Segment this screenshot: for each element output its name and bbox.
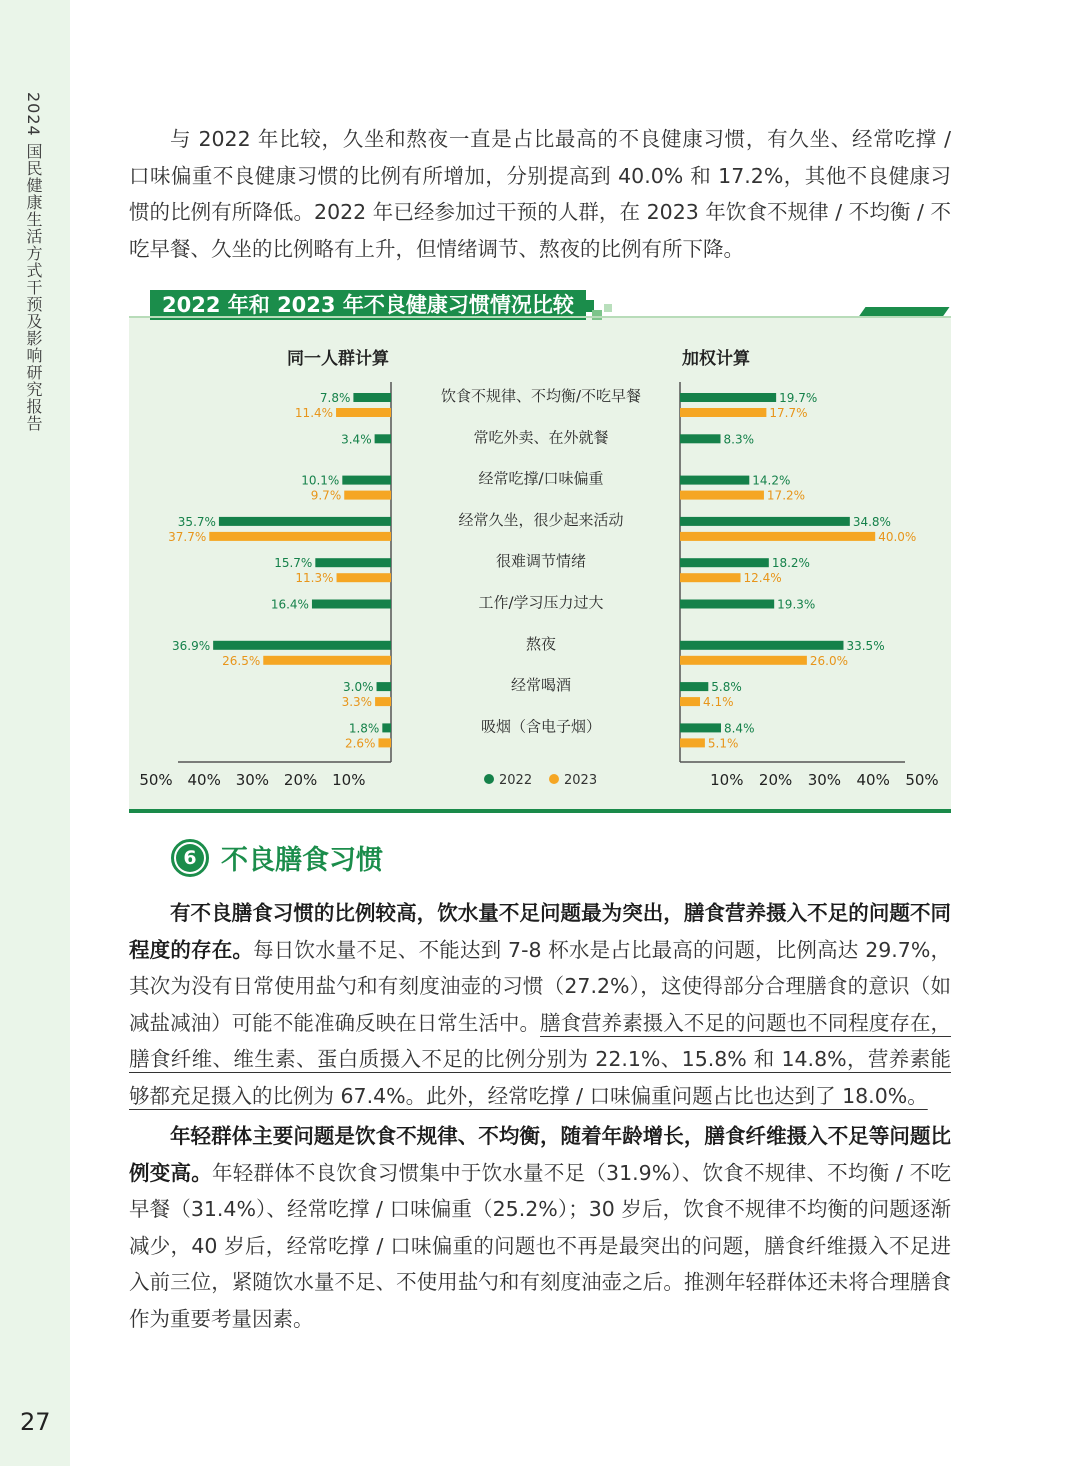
left-bar-label: 9.7% xyxy=(310,488,342,503)
category-label: 经常喝酒 xyxy=(510,676,572,695)
right-bar-label: 5.8% xyxy=(711,680,742,695)
category-label: 很难调节情绪 xyxy=(495,552,587,571)
left-tick-label: 40% xyxy=(187,771,221,789)
right-bar-label: 40.0% xyxy=(878,529,917,544)
section6-paragraph-1 xyxy=(129,895,951,1114)
left-bar-2023 xyxy=(209,532,391,541)
right-bar-2023 xyxy=(680,573,741,582)
left-bar-label: 15.7% xyxy=(274,556,313,571)
right-bar-2022 xyxy=(680,723,721,732)
right-bar-2023 xyxy=(680,656,807,665)
right-tick-label: 20% xyxy=(758,771,793,789)
right-bar-2023 xyxy=(680,697,700,706)
left-bar-label: 11.3% xyxy=(295,571,334,586)
left-bar-label: 37.7% xyxy=(168,529,207,544)
category-label: 工作/学习压力过大 xyxy=(478,593,604,612)
left-bar-2023 xyxy=(337,573,391,582)
right-bar-label: 5.1% xyxy=(707,736,739,751)
section-number: 6 xyxy=(176,844,204,872)
category-label: 饮食不规律、不均衡/不吃早餐 xyxy=(440,387,642,405)
legend-label-2022: 2022 xyxy=(499,773,533,788)
right-tick-label: 50% xyxy=(905,771,939,789)
section-number-badge xyxy=(171,839,209,877)
category-label: 经常久坐，很少起来活动 xyxy=(458,510,624,529)
right-bar-label: 26.0% xyxy=(809,653,849,668)
right-bar-label: 18.2% xyxy=(771,556,810,571)
right-bar-label: 8.4% xyxy=(723,721,755,736)
left-bar-2022 xyxy=(382,723,391,732)
section-title: 不良膳食习惯 xyxy=(221,845,383,876)
right-bar-2023 xyxy=(680,532,875,541)
right-bar-2022 xyxy=(680,600,774,609)
left-bar-2022 xyxy=(377,682,391,691)
left-bar-2022 xyxy=(353,393,391,402)
left-tick-label: 30% xyxy=(235,771,270,789)
right-tick-label: 30% xyxy=(807,771,842,789)
left-bar-label: 10.1% xyxy=(301,473,340,488)
section-heading xyxy=(171,838,383,877)
left-bar-2022 xyxy=(375,434,391,443)
right-bar-label: 19.7% xyxy=(779,391,818,405)
left-tick-label: 20% xyxy=(283,771,318,789)
left-bar-label: 2.6% xyxy=(344,736,376,751)
right-tick-label: 40% xyxy=(856,771,890,789)
left-bar-label: 3.4% xyxy=(341,432,372,447)
left-bar-label: 26.5% xyxy=(222,653,261,668)
left-bar-2023 xyxy=(263,656,391,665)
right-bar-2022 xyxy=(680,682,708,691)
right-bar-2023 xyxy=(680,408,766,417)
left-bar-2023 xyxy=(344,491,391,500)
left-bar-2023 xyxy=(378,738,391,747)
right-bar-2022 xyxy=(680,641,843,650)
right-bar-2023 xyxy=(680,738,705,747)
intro-paragraph: 与 2022 年比较，久坐和熬夜一直是占比最高的不良健康习惯，有久坐、经常吃撑 / 口味偏重不良健康习惯的比例有所增加，分别提高到 40.0% 和 17.2%，其他不良健康习惯的比例有所降低。2022 年已经参加过干预的人群，在 2023 年饮食不规律 / 不均衡 / 不吃早餐、久坐的比例略有上升，但情绪调节、熬夜的比例有所下降。 xyxy=(129,127,951,261)
p1-body: 每日饮水量不足、不能达到 7-8 杯水是占比最高的问题，比例高达 29.7%，其次为没有日常使用盐勺和有刻度油壶的习惯（27.2%），这使得部分合理膳食的意识（如减盐减油）可能不能准确反映在日常生活中。 xyxy=(129,937,951,1035)
right-tick-label: 10% xyxy=(710,771,744,789)
right-bar-2022 xyxy=(680,517,850,526)
right-bar-2022 xyxy=(680,476,749,485)
left-bar-2023 xyxy=(336,408,391,417)
category-label: 熬夜 xyxy=(525,634,557,653)
right-bar-label: 19.3% xyxy=(777,597,816,612)
report-side-title: 2024 国民健康生活方式干预及影响研究报告 xyxy=(24,92,43,432)
left-tick-label: 10% xyxy=(332,771,366,789)
right-bar-label: 12.4% xyxy=(743,571,782,586)
category-label: 常吃外卖、在外就餐 xyxy=(473,428,609,447)
page-number: 27 xyxy=(20,1408,51,1436)
left-panel-title: 同一人群计算 xyxy=(287,349,389,369)
left-bar-label: 36.9% xyxy=(172,638,211,653)
left-tick-label: 50% xyxy=(139,771,173,789)
right-bar-label: 14.2% xyxy=(752,473,791,488)
left-bar-label: 16.4% xyxy=(270,597,309,612)
right-panel-title: 加权计算 xyxy=(682,349,750,369)
legend-swatch-2023 xyxy=(549,774,559,784)
right-bar-label: 17.7% xyxy=(769,406,808,420)
left-bar-2023 xyxy=(375,697,391,706)
p2-body: 年轻群体不良饮食习惯集中于饮水量不足（31.9%）、饮食不规律、不均衡 / 不吃早餐（31.4%）、经常吃撑 / 口味偏重（25.2%）；30 岁后，饮食不规律不均衡的问题逐渐减少，40 岁后，经常吃撑 / 口味偏重的问题也不再是最突出的问题，膳食纤维摄入不足进入前三位，紧随饮水量不足、不使用盐勺和有刻度油壶之后。推测年轻群体还未将合理膳食作为重要考量因素。 xyxy=(129,1160,952,1331)
right-bar-label: 8.3% xyxy=(723,432,755,447)
left-bar-label: 7.8% xyxy=(319,391,351,405)
category-label: 吸烟（含电子烟） xyxy=(480,717,602,736)
left-bar-label: 11.4% xyxy=(294,406,334,420)
right-bar-label: 17.2% xyxy=(766,488,806,503)
left-bar-label: 1.8% xyxy=(348,721,380,736)
right-bar-2023 xyxy=(680,491,764,500)
left-bar-label: 3.0% xyxy=(343,680,374,695)
left-bar-2022 xyxy=(219,517,391,526)
chart-legend xyxy=(484,773,597,788)
left-bar-2022 xyxy=(342,476,391,485)
left-bar-label: 3.3% xyxy=(341,695,373,710)
right-bar-label: 34.8% xyxy=(852,514,891,529)
legend-label-2023: 2023 xyxy=(564,773,598,788)
right-bar-2022 xyxy=(680,558,769,567)
p2-lead: 年轻群体主要问题是饮食不规律、不均衡，随着年龄增长，膳食纤维摄入不足等问题比例变高。 xyxy=(129,1124,951,1185)
right-bar-2022 xyxy=(680,393,776,402)
p1-underlined: 膳食营养素摄入不足的问题也不同程度存在，膳食纤维、维生素、蛋白质摄入不足的比例分别为 22.1%、15.8% 和 14.8%，营养素能够都充足摄入的比例为 67.4%。此外，经常吃撑 / 口味偏重问题占比也达到了 18.0%。 xyxy=(129,1010,952,1108)
right-bar-2022 xyxy=(680,434,721,443)
legend-swatch-2022 xyxy=(484,774,494,784)
left-bar-2022 xyxy=(315,558,391,567)
left-bar-label: 35.7% xyxy=(177,514,216,529)
section6-paragraph-2 xyxy=(129,1118,951,1337)
right-bar-label: 33.5% xyxy=(846,638,885,653)
left-bar-2022 xyxy=(213,641,391,650)
category-label: 经常吃撑/口味偏重 xyxy=(478,469,604,488)
left-bar-2022 xyxy=(312,600,391,609)
right-bar-label: 4.1% xyxy=(703,695,734,710)
chart-title: 2022 年和 2023 年不良健康习惯情况比较 xyxy=(150,290,586,320)
p1-lead: 有不良膳食习惯的比例较高，饮水量不足问题最为突出，膳食营养摄入不足的问题不同程度的存在。 xyxy=(129,901,951,962)
